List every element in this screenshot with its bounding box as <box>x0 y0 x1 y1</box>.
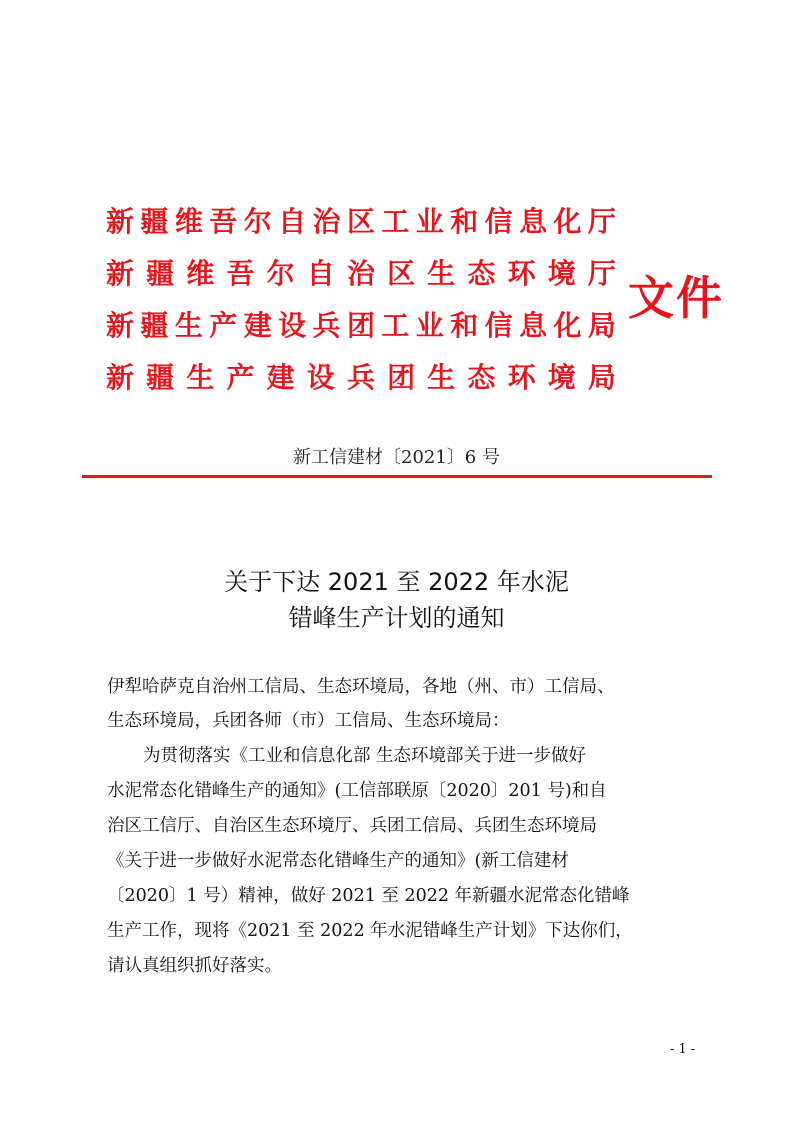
body-line: 《关于进一步做好水泥常态化错峰生产的通知》(新工信建材 <box>107 851 569 871</box>
body-line: 伊犁哈萨克自治州工信局、生态环境局，各地（州、市）工信局、 <box>107 677 615 697</box>
title-line-1: 关于下达 2021 至 2022 年水泥 <box>224 568 569 596</box>
issuer-line: 新 疆 生 产 建 设 兵 团 生 态 环 境 局 <box>106 361 616 394</box>
red-divider <box>82 475 712 478</box>
body-line: 水泥常态化错峰生产的通知》(工信部联原〔2020〕201 号)和自 <box>107 781 607 801</box>
body-line: 请认真组织抓好落实。 <box>107 956 282 976</box>
issuer-block <box>106 196 616 404</box>
body-line: 〔2020〕1 号）精神，做好 2021 至 2022 年新疆水泥常态化错峰 <box>107 886 630 906</box>
page-number: - 1 - <box>670 1042 696 1057</box>
body-line: 治区工信厅、自治区生态环境厅、兵团工信局、兵团生态环境局 <box>107 816 597 836</box>
issuer-line: 新 疆 维 吾 尔 自 治 区 工 业 和 信 息 化 厅 <box>106 205 616 238</box>
body-line: 为贯彻落实《工业和信息化部 生态环境部关于进一步做好 <box>143 746 587 766</box>
issuer-line: 新 疆 维 吾 尔 自 治 区 生 态 环 境 厅 <box>106 257 616 290</box>
body-line: 生产工作，现将《2021 至 2022 年水泥错峰生产计划》下达你们， <box>107 921 633 941</box>
body-line: 生态环境局，兵团各师（市）工信局、生态环境局： <box>107 711 510 731</box>
issuer-line: 新 疆 生 产 建 设 兵 团 工 业 和 信 息 化 局 <box>106 309 616 342</box>
title-line-2: 错峰生产计划的通知 <box>288 604 505 632</box>
document-word: 文件 <box>628 271 724 325</box>
document-number: 新工信建材〔2021〕6 号 <box>293 447 500 468</box>
